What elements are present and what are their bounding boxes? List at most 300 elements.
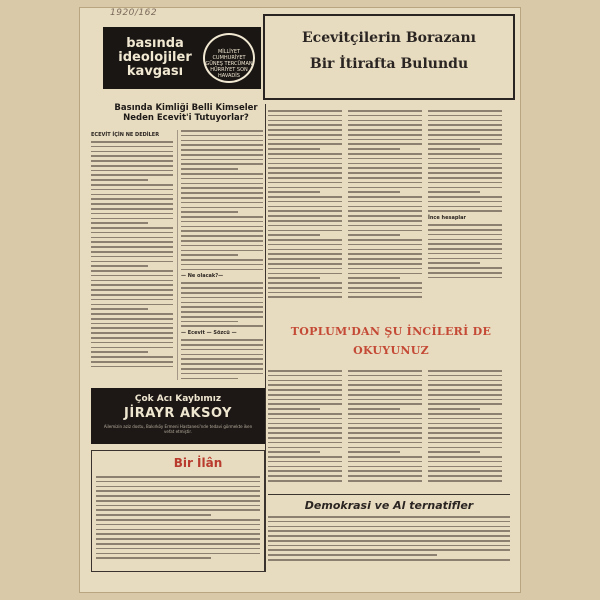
text-line [428, 187, 502, 189]
text-line [268, 230, 342, 232]
text-line [268, 413, 342, 415]
text-line [181, 250, 263, 252]
text-line [428, 370, 502, 372]
text-line [91, 241, 173, 243]
text-line [181, 297, 263, 299]
text-line [428, 234, 502, 236]
obituary-title: Çok Acı Kaybımız [134, 394, 222, 404]
text-line [91, 265, 148, 267]
text-line [91, 356, 173, 358]
text-line [348, 389, 422, 391]
text-line [91, 280, 173, 282]
text-line [268, 432, 342, 434]
text-line [91, 261, 173, 263]
text-line [96, 500, 260, 502]
text-line [91, 256, 173, 258]
text-line [348, 408, 400, 410]
text-line [428, 110, 502, 112]
text-line [428, 466, 502, 468]
text-line [428, 413, 502, 415]
text-line [268, 206, 342, 208]
text-line [91, 218, 173, 220]
text-line [268, 399, 342, 401]
text-line [348, 196, 422, 198]
text-line [181, 378, 238, 380]
text-line [96, 490, 260, 492]
obituary-box [91, 388, 265, 444]
text-line [181, 339, 263, 341]
text-line [428, 201, 502, 203]
text-line [268, 153, 342, 155]
text-line [428, 115, 502, 117]
text-line [268, 535, 510, 537]
text-line [181, 154, 263, 156]
text-line [428, 451, 480, 453]
text-line [348, 403, 422, 405]
text-line [348, 282, 422, 284]
mid-col3 [428, 370, 502, 492]
text-line [348, 253, 422, 255]
text-line [348, 239, 422, 241]
newspaper-seal-icon [203, 33, 255, 83]
text-line [96, 553, 260, 555]
text-line [181, 321, 238, 323]
text-line [96, 481, 260, 483]
text-line [91, 208, 173, 210]
left-article-subhead-2: — Ecevit — Sözcü — [181, 330, 237, 337]
text-line [348, 124, 422, 126]
text-line [428, 267, 502, 269]
text-line [91, 275, 173, 277]
text-line [268, 215, 342, 217]
text-line [348, 158, 422, 160]
text-line [428, 191, 480, 193]
text-line [268, 451, 320, 453]
text-line [91, 160, 173, 162]
text-line [268, 554, 437, 556]
text-line [91, 189, 173, 191]
text-line [181, 354, 263, 356]
text-line [181, 292, 263, 294]
text-line [91, 289, 173, 291]
text-line [96, 509, 260, 511]
text-line [91, 227, 173, 229]
text-line [348, 220, 422, 222]
text-line [348, 268, 422, 270]
text-line [348, 451, 400, 453]
text-line [348, 230, 422, 232]
text-line [91, 284, 173, 286]
text-line [181, 264, 263, 266]
text-line [268, 442, 342, 444]
text-line [428, 196, 502, 198]
text-line [428, 158, 502, 160]
text-line [181, 216, 263, 218]
text-line [268, 530, 510, 532]
text-line [348, 423, 422, 425]
text-line [348, 292, 422, 294]
text-line [268, 158, 342, 160]
text-line [181, 144, 263, 146]
text-line [91, 332, 173, 334]
text-line [348, 427, 422, 429]
main-headline-line1: Ecevitçilerin Borazanı [302, 30, 476, 46]
text-line [348, 258, 422, 260]
text-line [428, 470, 502, 472]
text-line [181, 235, 263, 237]
text-line [181, 187, 263, 189]
text-line [268, 268, 342, 270]
text-line [181, 168, 238, 170]
text-line [268, 196, 342, 198]
text-line [96, 505, 260, 507]
text-line [428, 258, 502, 260]
text-line [268, 139, 342, 141]
text-line [268, 408, 320, 410]
text-line [96, 486, 260, 488]
text-line [181, 311, 263, 313]
column-rule-2 [177, 130, 178, 380]
text-line [91, 299, 173, 301]
text-line [181, 306, 263, 308]
text-line [181, 269, 263, 271]
text-line [428, 124, 502, 126]
main-col2 [348, 110, 422, 310]
text-line [348, 115, 422, 117]
text-line [91, 246, 173, 248]
text-line [91, 318, 173, 320]
text-line [348, 287, 422, 289]
text-line [268, 110, 342, 112]
text-line [268, 201, 342, 203]
bottom-rule-top [268, 494, 510, 495]
text-line [181, 358, 263, 360]
main-headline-line2: Bir İtirafta Bulundu [309, 56, 469, 72]
main-headline-box [263, 14, 515, 100]
text-line [268, 480, 342, 482]
text-line [91, 155, 173, 157]
text-line [268, 115, 342, 117]
text-line [91, 184, 173, 186]
text-line [91, 270, 173, 272]
text-line [348, 413, 422, 415]
text-line [96, 557, 211, 559]
text-line [181, 254, 238, 256]
text-line [91, 222, 148, 224]
text-line [348, 399, 422, 401]
text-line [428, 418, 502, 420]
text-line [428, 384, 502, 386]
text-line [181, 207, 263, 209]
left-article-col1 [91, 130, 173, 380]
text-line [268, 559, 510, 561]
text-line [428, 480, 502, 482]
text-line [348, 210, 422, 212]
text-line [268, 403, 342, 405]
text-line [268, 134, 342, 136]
text-line [348, 447, 422, 449]
ideology-box [103, 27, 261, 89]
text-line [268, 239, 342, 241]
text-line [428, 177, 502, 179]
text-line [268, 282, 342, 284]
bottom-article-body [268, 516, 510, 572]
left-article-kicker: ECEVİT İÇİN NE DEDİLER [91, 132, 160, 138]
text-line [91, 366, 173, 368]
text-line [268, 120, 342, 122]
text-line [91, 337, 173, 339]
text-line [268, 475, 342, 477]
text-line [348, 139, 422, 141]
text-line [348, 148, 400, 150]
text-line [428, 461, 502, 463]
text-line [268, 516, 510, 518]
text-line [91, 165, 173, 167]
text-line [181, 197, 263, 199]
text-line [181, 259, 263, 261]
text-line [428, 239, 502, 241]
text-line [428, 423, 502, 425]
text-line [428, 206, 502, 208]
text-line [268, 258, 342, 260]
text-line [428, 277, 502, 279]
text-line [428, 134, 502, 136]
left-article-headline: Basında Kimliği Belli Kimseler Neden Ecevit'i Tutuyorlar? [114, 103, 258, 123]
text-line [181, 173, 263, 175]
text-line [91, 141, 173, 143]
text-line [181, 373, 263, 375]
text-line [268, 461, 342, 463]
text-line [181, 183, 263, 185]
text-line [268, 277, 320, 279]
text-line [91, 347, 173, 349]
text-line [348, 234, 400, 236]
text-line [181, 149, 263, 151]
text-line [268, 273, 342, 275]
text-line [348, 153, 422, 155]
text-line [91, 213, 173, 215]
text-line [268, 249, 342, 251]
text-line [181, 202, 263, 204]
text-line [181, 135, 263, 137]
text-line [96, 514, 211, 516]
text-line [268, 124, 342, 126]
text-line [348, 480, 422, 482]
text-line [348, 187, 422, 189]
text-line [96, 538, 260, 540]
text-line [268, 437, 342, 439]
text-line [268, 394, 342, 396]
text-line [181, 302, 263, 304]
text-line [91, 313, 173, 315]
text-line [348, 129, 422, 131]
text-line [348, 163, 422, 165]
mid-col2 [348, 370, 422, 492]
text-line [428, 143, 502, 145]
text-line [96, 543, 260, 545]
text-line [348, 167, 422, 169]
text-line [348, 370, 422, 372]
text-line [348, 225, 422, 227]
text-line [268, 521, 510, 523]
text-line [91, 351, 148, 353]
text-line [91, 294, 173, 296]
text-line [348, 273, 422, 275]
text-line [428, 182, 502, 184]
text-line [96, 529, 260, 531]
text-line [428, 380, 502, 382]
text-line [268, 187, 342, 189]
text-line [428, 389, 502, 391]
text-line [268, 143, 342, 145]
text-line [428, 148, 480, 150]
text-line [268, 470, 342, 472]
text-line [348, 375, 422, 377]
text-line [268, 456, 342, 458]
toplum-pearls-line2: OKUYUNUZ [353, 344, 429, 357]
left-article-col2 [181, 130, 263, 380]
seal-text: MİLLİYET CUMHURİYET GÜNEŞ TERCÜMAN HÜRRİYET SON HAVADİS [205, 49, 253, 79]
text-line [181, 226, 263, 228]
ideology-box-headline: basında ideolojiler kavgası [118, 36, 192, 79]
text-line [96, 495, 260, 497]
main-col3 [428, 110, 502, 310]
text-line [428, 153, 502, 155]
text-line [91, 203, 173, 205]
text-line [268, 427, 342, 429]
toplum-pearls-heading [276, 322, 506, 360]
text-line [428, 210, 502, 212]
text-line [348, 182, 422, 184]
text-line [428, 167, 502, 169]
text-line [348, 466, 422, 468]
text-line [428, 253, 502, 255]
text-line [181, 245, 263, 247]
text-line [428, 262, 480, 264]
mid-col1 [268, 370, 342, 492]
text-line [268, 389, 342, 391]
text-line [181, 287, 263, 289]
text-line [91, 304, 173, 306]
text-line [428, 456, 502, 458]
text-line [428, 437, 502, 439]
text-line [268, 545, 510, 547]
text-line [348, 437, 422, 439]
text-line [96, 519, 260, 521]
text-line [91, 146, 173, 148]
text-line [91, 174, 173, 176]
obituary-name: JİRAYR AKSOY [124, 406, 232, 421]
text-line [428, 272, 502, 274]
text-line [268, 466, 342, 468]
text-line [268, 292, 342, 294]
obituary-text: Ailemizin aziz dostu, Bakırköy Ermeni Hastanesi'nde tedavi görmekte iken vefat etmiştir. [103, 424, 253, 434]
text-line [181, 349, 263, 351]
text-line [348, 191, 400, 193]
text-line [268, 182, 342, 184]
text-line [348, 201, 422, 203]
text-line [428, 163, 502, 165]
text-line [181, 363, 263, 365]
text-line [348, 277, 400, 279]
text-line [268, 191, 320, 193]
text-line [268, 540, 510, 542]
text-line [428, 172, 502, 174]
text-line [91, 361, 173, 363]
text-line [428, 442, 502, 444]
text-line [428, 248, 502, 250]
text-line [348, 418, 422, 420]
text-line [268, 172, 342, 174]
text-line [268, 375, 342, 377]
text-line [268, 225, 342, 227]
text-line [91, 232, 173, 234]
left-article-subhead-1: — Ne olacak?— [181, 273, 224, 280]
text-line [268, 167, 342, 169]
text-line [428, 129, 502, 131]
text-line [181, 240, 263, 242]
text-line [348, 177, 422, 179]
text-line [268, 234, 320, 236]
text-line [348, 215, 422, 217]
text-line [91, 198, 173, 200]
text-line [348, 120, 422, 122]
text-line [96, 533, 260, 535]
text-line [428, 399, 502, 401]
text-line [428, 408, 480, 410]
text-line [96, 524, 260, 526]
text-line [428, 394, 502, 396]
text-line [268, 380, 342, 382]
text-line [428, 475, 502, 477]
text-line [348, 206, 422, 208]
column-rule [265, 104, 266, 572]
text-line [91, 151, 173, 153]
bottom-article-headline: Demokrasi ve Al ternatifler [304, 499, 474, 512]
text-line [268, 423, 342, 425]
text-line [91, 237, 173, 239]
text-line [181, 178, 263, 180]
text-line [348, 461, 422, 463]
text-line [428, 224, 502, 226]
text-line [348, 456, 422, 458]
text-line [91, 179, 148, 181]
text-line [348, 470, 422, 472]
text-line [268, 244, 342, 246]
text-line [268, 287, 342, 289]
text-line [268, 210, 342, 212]
text-line [348, 172, 422, 174]
text-line [348, 110, 422, 112]
text-line [181, 316, 263, 318]
text-line [91, 342, 173, 344]
text-line [268, 447, 342, 449]
text-line [348, 143, 422, 145]
text-line [348, 296, 422, 298]
text-line [348, 432, 422, 434]
text-line [268, 129, 342, 131]
text-line [181, 282, 263, 284]
text-line [268, 418, 342, 420]
text-line [348, 394, 422, 396]
text-line [181, 192, 263, 194]
text-line [428, 120, 502, 122]
text-line [181, 159, 263, 161]
text-line [181, 368, 263, 370]
text-line [348, 134, 422, 136]
text-line [348, 442, 422, 444]
text-line [428, 243, 502, 245]
